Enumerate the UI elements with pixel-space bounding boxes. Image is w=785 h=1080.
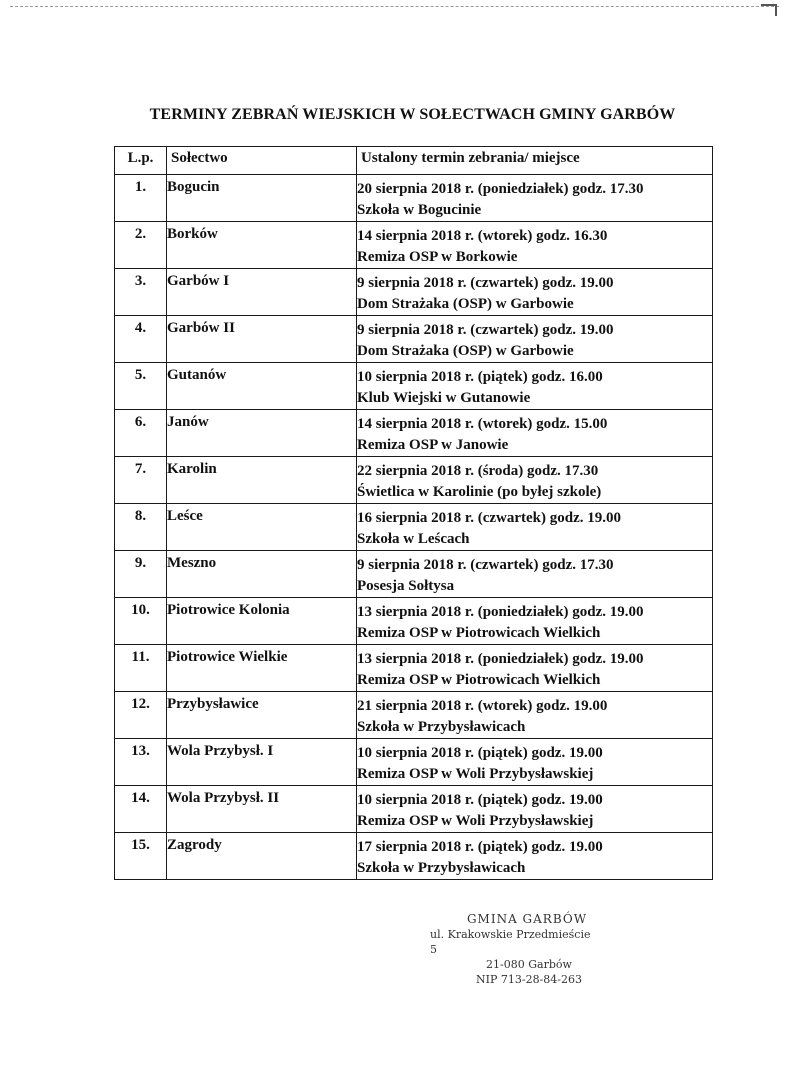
meeting-term-cell — [357, 739, 713, 786]
village-name: Zagrody — [167, 833, 357, 880]
meeting-term-cell — [357, 363, 713, 410]
meeting-date-time: 14 sierpnia 2018 r. (wtorek) godz. 15.00 — [357, 416, 608, 432]
village-name: Borków — [167, 222, 357, 269]
table-row — [115, 551, 713, 598]
stamp-nip: NIP 713-28-84-263 — [475, 973, 582, 986]
table-row — [115, 269, 713, 316]
village-name: Meszno — [167, 551, 357, 598]
header-lp: L.p. — [115, 147, 167, 175]
scan-corner-mark — [761, 4, 777, 16]
document-title: TERMINY ZEBRAŃ WIEJSKICH W SOŁECTWACH GMINY GARBÓW — [149, 106, 676, 123]
row-number: 8. — [115, 504, 167, 551]
village-name: Gutanów — [167, 363, 357, 410]
row-number: 5. — [115, 363, 167, 410]
meeting-place: Posesja Sołtysa — [357, 578, 455, 594]
village-name: Garbów I — [167, 269, 357, 316]
meeting-place: Remiza OSP w Borkowie — [357, 249, 518, 265]
meeting-term-cell — [357, 786, 713, 833]
meeting-date-time: 14 sierpnia 2018 r. (wtorek) godz. 16.30 — [357, 228, 608, 244]
village-name: Janów — [167, 410, 357, 457]
meeting-term-cell — [357, 551, 713, 598]
meeting-place: Szkoła w Bogucinie — [357, 202, 482, 218]
village-name: Karolin — [167, 457, 357, 504]
stamp-office-name: GMINA GARBÓW — [466, 912, 588, 926]
row-number: 9. — [115, 551, 167, 598]
village-name: Piotrowice Kolonia — [167, 598, 357, 645]
table-row — [115, 410, 713, 457]
meeting-place: Szkoła w Przybysławicach — [357, 860, 526, 876]
row-number: 2. — [115, 222, 167, 269]
meeting-term-cell — [357, 316, 713, 363]
stamp-street: ul. Krakowskie Przedmieście 5 — [430, 928, 591, 956]
meeting-place: Dom Strażaka (OSP) w Garbowie — [357, 343, 574, 359]
village-name: Wola Przybysł. II — [167, 786, 357, 833]
meeting-date-time: 10 sierpnia 2018 r. (piątek) godz. 19.00 — [357, 792, 603, 808]
meeting-place: Remiza OSP w Woli Przybysławskiej — [357, 813, 594, 829]
meeting-date-time: 13 sierpnia 2018 r. (poniedziałek) godz. 19.00 — [357, 604, 644, 620]
table-row — [115, 363, 713, 410]
table-row — [115, 175, 713, 222]
row-number: 13. — [115, 739, 167, 786]
meeting-date-time: 10 sierpnia 2018 r. (piątek) godz. 19.00 — [357, 745, 603, 761]
row-number: 12. — [115, 692, 167, 739]
meeting-term-cell — [357, 269, 713, 316]
meeting-term-cell — [357, 222, 713, 269]
meeting-place: Remiza OSP w Piotrowicach Wielkich — [357, 625, 601, 641]
row-number: 10. — [115, 598, 167, 645]
meeting-date-time: 20 sierpnia 2018 r. (poniedziałek) godz. 17.30 — [357, 181, 644, 197]
row-number: 4. — [115, 316, 167, 363]
scan-edge-line — [10, 6, 779, 7]
village-name: Leśce — [167, 504, 357, 551]
meeting-term-cell — [357, 692, 713, 739]
meeting-term-cell — [357, 410, 713, 457]
village-name: Garbów II — [167, 316, 357, 363]
meeting-date-time: 9 sierpnia 2018 r. (czwartek) godz. 19.00 — [357, 275, 614, 291]
meeting-date-time: 13 sierpnia 2018 r. (poniedziałek) godz. 19.00 — [357, 651, 644, 667]
header-termin: Ustalony termin zebrania/ miejsce — [357, 147, 713, 175]
meeting-term-cell — [357, 175, 713, 222]
row-number: 7. — [115, 457, 167, 504]
meeting-place: Szkoła w Przybysławicach — [357, 719, 526, 735]
meeting-date-time: 16 sierpnia 2018 r. (czwartek) godz. 19.00 — [357, 510, 621, 526]
stamp-postcode: 21-080 Garbów — [486, 958, 572, 971]
row-number: 6. — [115, 410, 167, 457]
meeting-term-cell — [357, 504, 713, 551]
table-row — [115, 645, 713, 692]
village-name: Bogucin — [167, 175, 357, 222]
table-row — [115, 222, 713, 269]
meeting-term-cell — [357, 833, 713, 880]
meeting-place: Świetlica w Karolinie (po byłej szkole) — [357, 484, 602, 500]
meeting-place: Klub Wiejski w Gutanowie — [357, 390, 531, 406]
office-stamp — [430, 912, 600, 987]
meeting-place: Dom Strażaka (OSP) w Garbowie — [357, 296, 574, 312]
meeting-term-cell — [357, 598, 713, 645]
row-number: 1. — [115, 175, 167, 222]
table-row — [115, 692, 713, 739]
village-name: Przybysławice — [167, 692, 357, 739]
village-name: Wola Przybysł. I — [167, 739, 357, 786]
meeting-term-cell — [357, 645, 713, 692]
meeting-date-time: 22 sierpnia 2018 r. (środa) godz. 17.30 — [357, 463, 599, 479]
meeting-date-time: 21 sierpnia 2018 r. (wtorek) godz. 19.00 — [357, 698, 608, 714]
meeting-date-time: 17 sierpnia 2018 r. (piątek) godz. 19.00 — [357, 839, 603, 855]
meeting-place: Remiza OSP w Piotrowicach Wielkich — [357, 672, 601, 688]
header-solectwo: Sołectwo — [167, 147, 357, 175]
meetings-table — [114, 146, 713, 880]
meeting-place: Remiza OSP w Janowie — [357, 437, 509, 453]
row-number: 11. — [115, 645, 167, 692]
table-row — [115, 457, 713, 504]
table-header-row — [115, 147, 713, 175]
row-number: 14. — [115, 786, 167, 833]
table-row — [115, 739, 713, 786]
meeting-date-time: 9 sierpnia 2018 r. (czwartek) godz. 19.00 — [357, 322, 614, 338]
meeting-place: Remiza OSP w Woli Przybysławskiej — [357, 766, 594, 782]
village-name: Piotrowice Wielkie — [167, 645, 357, 692]
table-row — [115, 598, 713, 645]
meeting-place: Szkoła w Leścach — [357, 531, 470, 547]
row-number: 15. — [115, 833, 167, 880]
table-row — [115, 504, 713, 551]
table-row — [115, 316, 713, 363]
row-number: 3. — [115, 269, 167, 316]
meeting-term-cell — [357, 457, 713, 504]
meeting-date-time: 10 sierpnia 2018 r. (piątek) godz. 16.00 — [357, 369, 603, 385]
table-row — [115, 833, 713, 880]
meeting-date-time: 9 sierpnia 2018 r. (czwartek) godz. 17.30 — [357, 557, 614, 573]
table-row — [115, 786, 713, 833]
